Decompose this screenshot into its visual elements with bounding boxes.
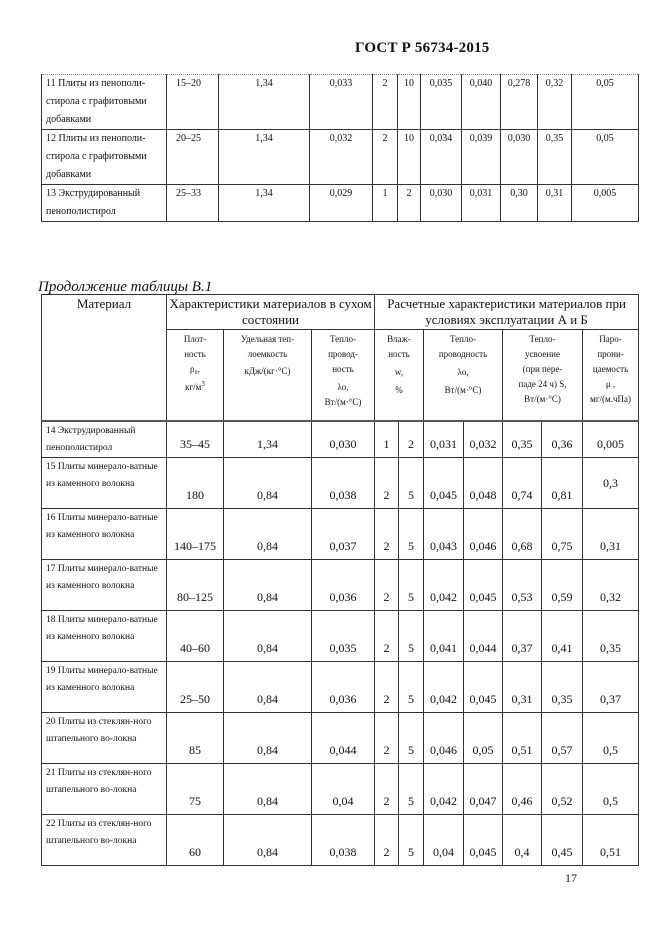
cell-conductivity-a: 0,030 bbox=[421, 185, 462, 222]
header-group-dry: Характеристики материалов в сухом состоянии bbox=[167, 295, 375, 330]
cell-heat-absorption-b: 0,41 bbox=[542, 611, 583, 662]
cell-conductivity-dry: 0,030 bbox=[312, 421, 375, 458]
cell-material: 11 Плиты из пенополи-стирола с графитовыми добавками bbox=[42, 75, 167, 130]
cell-conductivity-dry: 0,029 bbox=[310, 185, 373, 222]
cell-vapor-permeability: 0,37 bbox=[583, 662, 639, 713]
cell-moisture-b: 5 bbox=[399, 611, 424, 662]
cell-heat-absorption-b: 0,36 bbox=[542, 421, 583, 458]
table-row bbox=[42, 611, 639, 662]
cell-vapor-permeability: 0,005 bbox=[572, 185, 639, 222]
cell-heat-absorption-b: 0,57 bbox=[542, 713, 583, 764]
cell-moisture-a: 1 bbox=[373, 185, 398, 222]
cell-heat-capacity: 0,84 bbox=[224, 764, 312, 815]
cell-heat-absorption-b: 0,59 bbox=[542, 560, 583, 611]
cell-heat-capacity: 1,34 bbox=[219, 185, 310, 222]
cell-conductivity-b: 0,040 bbox=[462, 75, 501, 130]
cell-conductivity-b: 0,045 bbox=[464, 662, 503, 713]
cell-material: 14 Экструдированный пенополистирол bbox=[42, 421, 167, 458]
header-conductivity: Тепло- проводность λо, Вт/(м·°С) bbox=[424, 330, 503, 422]
cell-heat-absorption-a: 0,53 bbox=[503, 560, 542, 611]
cell-conductivity-b: 0,05 bbox=[464, 713, 503, 764]
cell-heat-absorption-b: 0,45 bbox=[542, 815, 583, 866]
cell-conductivity-a: 0,045 bbox=[424, 458, 464, 509]
cell-material: 21 Плиты из стеклян-ного штапельного во-локна bbox=[42, 764, 167, 815]
cell-density: 35–45 bbox=[167, 421, 224, 458]
cell-density: 25–33 bbox=[167, 185, 219, 222]
cell-moisture-a: 2 bbox=[375, 815, 399, 866]
cell-heat-capacity: 0,84 bbox=[224, 815, 312, 866]
cell-heat-absorption-a: 0,4 bbox=[503, 815, 542, 866]
cell-heat-capacity: 0,84 bbox=[224, 560, 312, 611]
cell-heat-absorption-b: 0,32 bbox=[538, 75, 572, 130]
cell-vapor-permeability: 0,05 bbox=[572, 75, 639, 130]
table-b1-part-top bbox=[41, 74, 639, 222]
cell-conductivity-b: 0,045 bbox=[464, 560, 503, 611]
cell-heat-absorption-a: 0,31 bbox=[503, 662, 542, 713]
cell-material: 15 Плиты минерало-ватные из каменного волокна bbox=[42, 458, 167, 509]
cell-moisture-a: 2 bbox=[375, 509, 399, 560]
table-caption: Продолжение таблицы В.1 bbox=[38, 279, 213, 295]
cell-conductivity-dry: 0,032 bbox=[310, 130, 373, 185]
cell-vapor-permeability: 0,31 bbox=[583, 509, 639, 560]
cell-moisture-a: 2 bbox=[373, 130, 398, 185]
header-conductivity-dry: Тепло- провод- ность λо, Вт/(м·°С) bbox=[312, 330, 375, 422]
cell-moisture-b: 5 bbox=[399, 560, 424, 611]
document-id-header: ГОСТ Р 56734-2015 bbox=[355, 40, 490, 56]
cell-conductivity-dry: 0,044 bbox=[312, 713, 375, 764]
table-row bbox=[42, 662, 639, 713]
header-vapor-permeability: Паро- прони- цаемость μ , мг/(м.чПа) bbox=[583, 330, 639, 422]
cell-moisture-b: 5 bbox=[399, 662, 424, 713]
cell-vapor-permeability: 0,32 bbox=[583, 560, 639, 611]
cell-heat-capacity: 1,34 bbox=[219, 130, 310, 185]
cell-heat-absorption-a: 0,30 bbox=[501, 185, 538, 222]
header-material: Материал bbox=[42, 295, 167, 422]
cell-conductivity-dry: 0,036 bbox=[312, 662, 375, 713]
table-row bbox=[42, 509, 639, 560]
cell-moisture-b: 2 bbox=[398, 185, 421, 222]
cell-density: 25–50 bbox=[167, 662, 224, 713]
cell-moisture-a: 2 bbox=[375, 458, 399, 509]
cell-material: 12 Плиты из пенополи-стирола с графитовыми добавками bbox=[42, 130, 167, 185]
cell-density: 20–25 bbox=[167, 130, 219, 185]
table-row bbox=[42, 815, 639, 866]
cell-heat-capacity: 1,34 bbox=[224, 421, 312, 458]
cell-heat-absorption-b: 0,35 bbox=[542, 662, 583, 713]
cell-conductivity-b: 0,044 bbox=[464, 611, 503, 662]
cell-conductivity-dry: 0,035 bbox=[312, 611, 375, 662]
cell-material: 20 Плиты из стеклян-ного штапельного во-локна bbox=[42, 713, 167, 764]
header-heat-capacity: Удельная теп- лоемкость кДж/(кг·°С) bbox=[224, 330, 312, 422]
cell-density: 140–175 bbox=[167, 509, 224, 560]
cell-conductivity-a: 0,04 bbox=[424, 815, 464, 866]
table-row bbox=[42, 75, 639, 130]
cell-conductivity-a: 0,046 bbox=[424, 713, 464, 764]
cell-heat-absorption-b: 0,31 bbox=[538, 185, 572, 222]
cell-density: 60 bbox=[167, 815, 224, 866]
table-row bbox=[42, 764, 639, 815]
cell-heat-absorption-a: 0,46 bbox=[503, 764, 542, 815]
cell-density: 40–60 bbox=[167, 611, 224, 662]
cell-moisture-b: 5 bbox=[399, 509, 424, 560]
cell-conductivity-a: 0,035 bbox=[421, 75, 462, 130]
cell-density: 85 bbox=[167, 713, 224, 764]
cell-density: 15–20 bbox=[167, 75, 219, 130]
cell-heat-absorption-a: 0,278 bbox=[501, 75, 538, 130]
cell-moisture-b: 5 bbox=[399, 713, 424, 764]
page-number: 17 bbox=[565, 871, 577, 885]
cell-conductivity-dry: 0,038 bbox=[312, 458, 375, 509]
cell-heat-capacity: 1,34 bbox=[219, 75, 310, 130]
cell-moisture-b: 5 bbox=[399, 458, 424, 509]
cell-moisture-b: 5 bbox=[399, 764, 424, 815]
cell-conductivity-b: 0,031 bbox=[462, 185, 501, 222]
cell-conductivity-b: 0,046 bbox=[464, 509, 503, 560]
cell-vapor-permeability: 0,005 bbox=[583, 421, 639, 458]
cell-heat-capacity: 0,84 bbox=[224, 611, 312, 662]
table-row bbox=[42, 185, 639, 222]
cell-heat-capacity: 0,84 bbox=[224, 662, 312, 713]
cell-moisture-b: 10 bbox=[398, 75, 421, 130]
cell-conductivity-a: 0,043 bbox=[424, 509, 464, 560]
cell-vapor-permeability: 0,35 bbox=[583, 611, 639, 662]
cell-heat-capacity: 0,84 bbox=[224, 713, 312, 764]
cell-conductivity-b: 0,039 bbox=[462, 130, 501, 185]
cell-moisture-a: 2 bbox=[375, 662, 399, 713]
cell-moisture-a: 2 bbox=[375, 560, 399, 611]
cell-heat-absorption-a: 0,74 bbox=[503, 458, 542, 509]
cell-moisture-b: 10 bbox=[398, 130, 421, 185]
cell-material: 16 Плиты минерало-ватные из каменного волокна bbox=[42, 509, 167, 560]
cell-material: 13 Экструдированный пенополистирол bbox=[42, 185, 167, 222]
cell-conductivity-dry: 0,033 bbox=[310, 75, 373, 130]
table-b1-continuation bbox=[41, 294, 639, 866]
cell-conductivity-b: 0,045 bbox=[464, 815, 503, 866]
cell-conductivity-b: 0,032 bbox=[464, 421, 503, 458]
cell-vapor-permeability: 0,5 bbox=[583, 764, 639, 815]
cell-heat-absorption-a: 0,35 bbox=[503, 421, 542, 458]
cell-conductivity-dry: 0,038 bbox=[312, 815, 375, 866]
cell-density: 180 bbox=[167, 458, 224, 509]
cell-vapor-permeability: 0,5 bbox=[583, 713, 639, 764]
header-moisture: Влаж- ность w, % bbox=[375, 330, 424, 422]
cell-moisture-a: 2 bbox=[373, 75, 398, 130]
cell-moisture-b: 5 bbox=[399, 815, 424, 866]
header-heat-absorption: Тепло- усвоение (при пере- паде 24 ч) S, Вт/(м·°С) bbox=[503, 330, 583, 422]
table-row bbox=[42, 713, 639, 764]
cell-heat-absorption-a: 0,51 bbox=[503, 713, 542, 764]
cell-conductivity-a: 0,042 bbox=[424, 560, 464, 611]
table-row bbox=[42, 560, 639, 611]
header-density: Плот- ность ρ₀, $кг/м^3$ bbox=[167, 330, 224, 422]
cell-material: 19 Плиты минерало-ватные из каменного волокна bbox=[42, 662, 167, 713]
cell-material: 17 Плиты минерало-ватные из каменного волокна bbox=[42, 560, 167, 611]
cell-moisture-a: 2 bbox=[375, 713, 399, 764]
cell-material: 22 Плиты из стеклян-ного штапельного во-локна bbox=[42, 815, 167, 866]
cell-heat-capacity: 0,84 bbox=[224, 458, 312, 509]
cell-conductivity-b: 0,048 bbox=[464, 458, 503, 509]
cell-density: 80–125 bbox=[167, 560, 224, 611]
header-group-design: Расчетные характеристики материалов при условиях эксплуатации А и Б bbox=[375, 295, 639, 330]
cell-conductivity-b: 0,047 bbox=[464, 764, 503, 815]
cell-heat-absorption-b: 0,81 bbox=[542, 458, 583, 509]
cell-moisture-a: 2 bbox=[375, 764, 399, 815]
cell-heat-absorption-a: 0,68 bbox=[503, 509, 542, 560]
cell-conductivity-a: 0,034 bbox=[421, 130, 462, 185]
cell-moisture-a: 2 bbox=[375, 611, 399, 662]
cell-vapor-permeability: 0,51 bbox=[583, 815, 639, 866]
cell-vapor-permeability: 0,3 bbox=[583, 458, 639, 509]
cell-heat-absorption-a: 0,030 bbox=[501, 130, 538, 185]
cell-conductivity-dry: 0,036 bbox=[312, 560, 375, 611]
cell-conductivity-a: 0,031 bbox=[424, 421, 464, 458]
cell-vapor-permeability: 0,05 bbox=[572, 130, 639, 185]
cell-density: 75 bbox=[167, 764, 224, 815]
cell-conductivity-dry: 0,04 bbox=[312, 764, 375, 815]
cell-conductivity-a: 0,042 bbox=[424, 662, 464, 713]
cell-conductivity-dry: 0,037 bbox=[312, 509, 375, 560]
cell-heat-absorption-b: 0,75 bbox=[542, 509, 583, 560]
cell-conductivity-a: 0,041 bbox=[424, 611, 464, 662]
cell-heat-absorption-b: 0,35 bbox=[538, 130, 572, 185]
cell-heat-absorption-b: 0,52 bbox=[542, 764, 583, 815]
table-row bbox=[42, 458, 639, 509]
cell-moisture-b: 2 bbox=[399, 421, 424, 458]
cell-material: 18 Плиты минерало-ватные из каменного волокна bbox=[42, 611, 167, 662]
cell-moisture-a: 1 bbox=[375, 421, 399, 458]
cell-conductivity-a: 0,042 bbox=[424, 764, 464, 815]
table-row bbox=[42, 130, 639, 185]
cell-heat-absorption-a: 0,37 bbox=[503, 611, 542, 662]
cell-heat-capacity: 0,84 bbox=[224, 509, 312, 560]
table-row bbox=[42, 421, 639, 458]
